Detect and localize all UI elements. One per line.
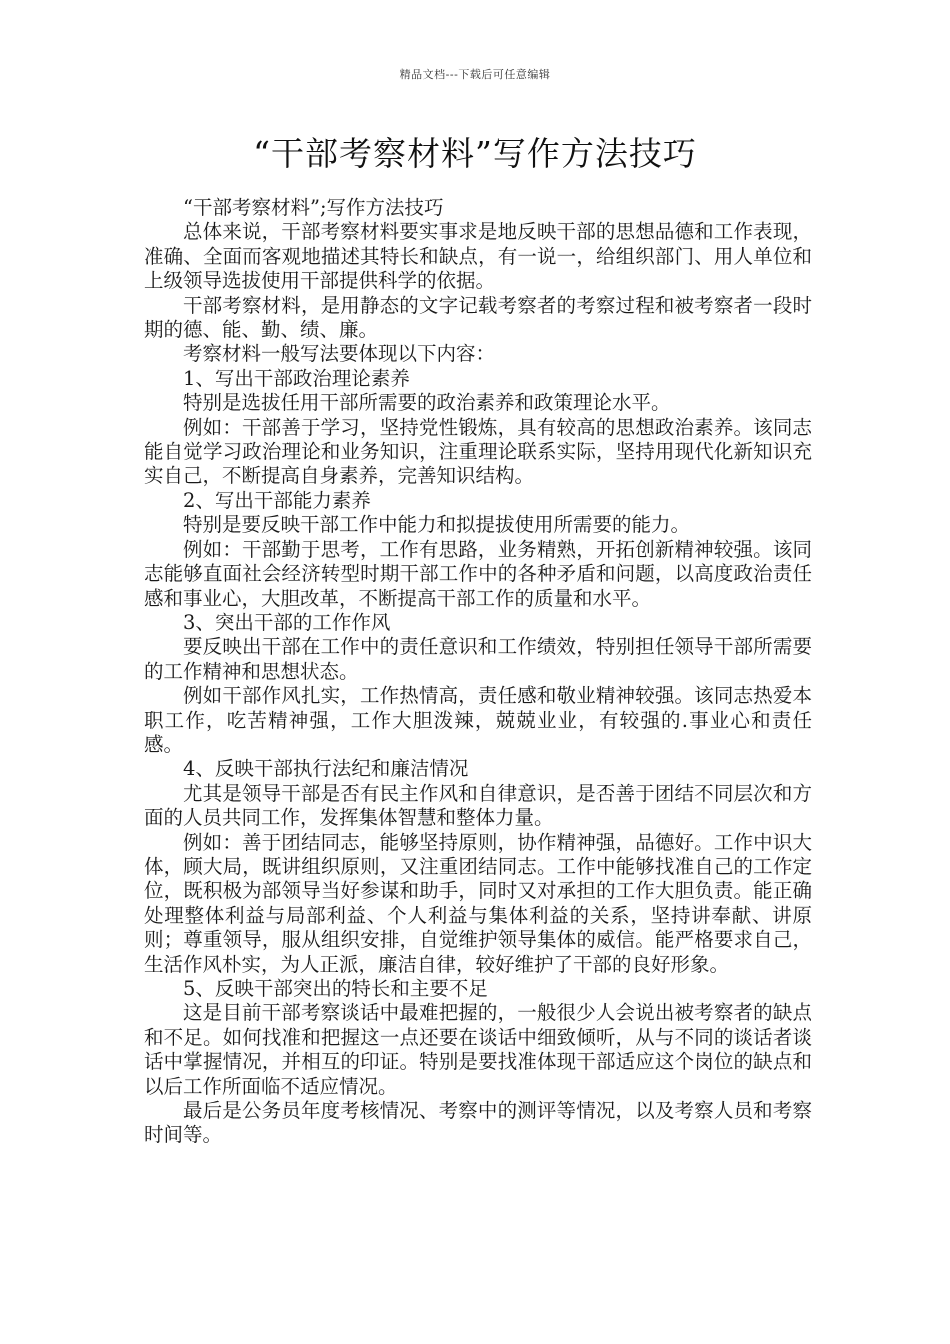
paragraph: 例如：干部善于学习，坚持党性锻炼，具有较高的思想政治素养。该同志能自觉学习政治理论和业务知识，注重理论联系实际，坚持用现代化新知识充实自己，不断提高自身素养，完善知识结构。 bbox=[144, 415, 812, 488]
paragraph: 例如：干部勤于思考，工作有思路，业务精熟，开拓创新精神较强。该同志能够直面社会经济转型时期干部工作中的各种矛盾和问题，以高度政治责任感和事业心，大胆改革，不断提高干部工作的质量和水平。 bbox=[144, 537, 812, 610]
paragraph: 尤其是领导干部是否有民主作风和自律意识，是否善于团结不同层次和方面的人员共同工作，发挥集体智慧和整体力量。 bbox=[144, 781, 812, 830]
paragraph: 总体来说，干部考察材料要实事求是地反映干部的思想品德和工作表现，准确、全面而客观地描述其特长和缺点，有一说一，给组织部门、用人单位和上级领导选拔使用干部提供科学的依据。 bbox=[144, 220, 812, 293]
header-note: 精品文档---下载后可任意编辑 bbox=[399, 68, 551, 81]
paragraph: 特别是选拔任用干部所需要的政治素养和政策理论水平。 bbox=[183, 391, 671, 415]
document-body bbox=[144, 196, 812, 1148]
paragraph: 特别是要反映干部工作中能力和拟提拔使用所需要的能力。 bbox=[183, 513, 691, 537]
paragraph: 考察材料一般写法要体现以下内容： bbox=[183, 342, 496, 366]
paragraph: 例如干部作风扎实，工作热情高，责任感和敬业精神较强。该同志热爱本职工作，吃苦精神强，工作大胆泼辣，兢兢业业，有较强的.事业心和责任感。 bbox=[144, 684, 812, 756]
paragraph: 干部考察材料，是用静态的文字记载考察者的考察过程和被考察者一段时期的德、能、勤、绩、廉。 bbox=[144, 293, 812, 342]
paragraph-subtitle: “干部考察材料”;写作方法技巧 bbox=[183, 196, 444, 219]
paragraph: 最后是公务员年度考核情况、考察中的测评等情况，以及考察人员和考察时间等。 bbox=[144, 1099, 812, 1147]
section-heading: 3、突出干部的工作作风 bbox=[183, 610, 391, 634]
paragraph: 要反映出干部在工作中的责任意识和工作绩效，特别担任领导干部所需要的工作精神和思想状态。 bbox=[144, 635, 812, 683]
section-heading: 5、反映干部突出的特长和主要不足 bbox=[183, 977, 488, 1000]
paragraph: 这是目前干部考察谈话中最难把握的，一般很少人会说出被考察者的缺点和不足。如何找准和把握这一点还要在谈话中细致倾听，从与不同的谈话者谈话中掌握情况，并相互的印证。特别是要找准体现干部适应这个岗位的缺点和以后工作所面临不适应情况。 bbox=[144, 1001, 812, 1098]
paragraph: 例如：善于团结同志，能够坚持原则，协作精神强，品德好。工作中识大体，顾大局，既讲组织原则，又注重团结同志。工作中能够找准自己的工作定位，既积极为部领导当好参谋和助手，同时又对承担的工作大胆负责。能正确处理整体利益与局部利益、个人利益与集体利益的关系，坚持讲奉献、讲原则；尊重领导，服从组织安排，自觉维护领导集体的威信。能严格要求自己，生活作风朴实，为人正派，廉洁自律，较好维护了干部的良好形象。 bbox=[144, 830, 812, 976]
section-heading: 2、写出干部能力素养 bbox=[183, 488, 371, 512]
page-title: “干部考察材料”写作方法技巧 bbox=[253, 134, 697, 173]
section-heading: 4、反映干部执行法纪和廉洁情况 bbox=[183, 757, 469, 781]
section-heading: 1、写出干部政治理论素养 bbox=[183, 366, 410, 390]
